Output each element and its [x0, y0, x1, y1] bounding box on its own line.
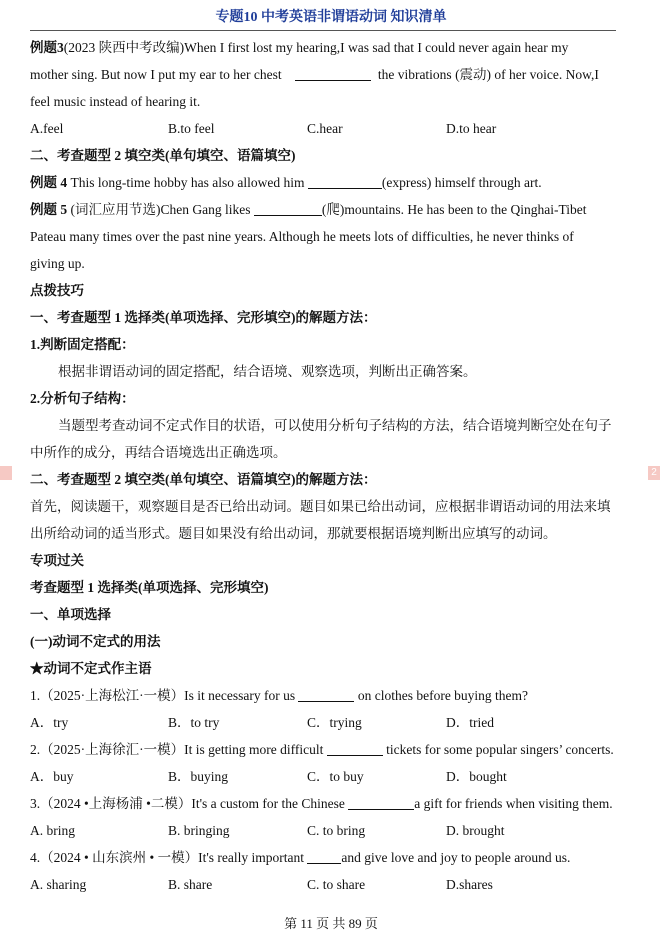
header-divider — [30, 30, 616, 31]
question-text: It is getting more difficult — [184, 742, 324, 757]
tip2-text2: 中所作的成分，再结合语境选出正确选项。 — [30, 445, 287, 460]
q1-option-c: C．trying — [307, 715, 362, 730]
question-blank — [327, 741, 383, 756]
subsection1a-title: ★动词不定式作主语 — [30, 661, 152, 676]
ex5-text-a: Chen Gang likes — [160, 202, 251, 217]
ex5-line2: Pateau many times over the past nine years. Although he meets lots of difficulties, he never thinks of — [30, 229, 574, 244]
ex3-line3: feel music instead of hearing it. — [30, 94, 201, 109]
practice-title: 专项过关 — [30, 553, 84, 568]
question-text: a gift for friends when visiting them. — [414, 796, 613, 811]
ex3-source: (2023 陕西中考改编) — [63, 40, 185, 55]
tips-title: 点拨技巧 — [30, 283, 84, 298]
question-1 — [30, 686, 528, 706]
ex4-line — [30, 173, 542, 193]
question-source: （2024 • 山东滨州 • 一模） — [40, 850, 199, 865]
question-source: （2024 •上海杨浦 •二模） — [40, 796, 192, 811]
question-2 — [30, 740, 614, 760]
question-text: Is it necessary for us — [184, 688, 296, 703]
q3-option-c: C. to bring — [307, 823, 366, 838]
question-number: 2. — [30, 742, 41, 757]
question-text: and give love and joy to people around us. — [341, 850, 571, 865]
question-blank — [348, 795, 414, 810]
ex3-text2b: the vibrations (震动) of her voice. Now,I — [377, 67, 599, 82]
q4-option-a: A. sharing — [30, 877, 87, 892]
question-4 — [30, 848, 570, 868]
tip2-title: 2.分析句子结构： — [30, 391, 135, 406]
q1-option-a: A．try — [30, 715, 69, 730]
ex3-text2a: mother sing. But now I put my ear to her chest — [30, 67, 282, 82]
q3-option-b: B. bringing — [168, 823, 230, 838]
ex4-text-b: (express) himself through art. — [381, 175, 542, 190]
tip1-text: 根据非谓语动词的固定搭配，结合语境、观察选项，判断出正确答案。 — [58, 364, 477, 379]
question-number: 4. — [30, 850, 41, 865]
ex3-option-d: D.to hear — [446, 121, 497, 136]
q2-option-d: D．bought — [446, 769, 507, 784]
ex3-option-a: A.feel — [30, 121, 64, 136]
ex3-label: 例题3 — [30, 40, 64, 55]
ex4-text-a: This long-time hobby has also allowed him — [70, 175, 305, 190]
tips-section2-text1: 首先，阅读题干，观察题目是否已给出动词。题目如果已给出动词，应根据非谓语动词的用法来填 — [30, 499, 611, 514]
q1-option-b: B．to try — [168, 715, 220, 730]
tips-section2-text2: 出所给动词的适当形式。题目如果没有给出动词，那就要根据语境判断出应填写的动词。 — [30, 526, 557, 541]
question-3 — [30, 794, 613, 814]
question-source: （2025·上海徐汇·一模） — [40, 742, 185, 757]
tips-section1: 一、考查题型 1 选择类(单项选择、完形填空)的解题方法： — [30, 310, 377, 325]
ex3-blank — [295, 66, 371, 81]
ex3-text1: When I first lost my hearing,I was sad that I could never again hear my — [184, 40, 569, 55]
question-source: （2025·上海松江·一模） — [40, 688, 185, 703]
question-number: 3. — [30, 796, 41, 811]
ex4-label: 例题 4 — [30, 175, 68, 190]
question-text: tickets for some popular singers’ concerts. — [386, 742, 614, 757]
q3-option-d: D. brought — [446, 823, 505, 838]
page-marker-left — [0, 466, 12, 480]
question-blank — [298, 687, 354, 702]
section2-title: 二、考查题型 2 填空类(单句填空、语篇填空) — [30, 148, 296, 163]
ex3-option-c: C.hear — [307, 121, 343, 136]
page-footer: 第 11 页 共 89 页 — [284, 916, 378, 931]
question-number: 1. — [30, 688, 41, 703]
ex3-option-b: B.to feel — [168, 121, 215, 136]
page-marker-right: 2 — [648, 466, 660, 480]
ex5-source: (词汇应用节选) — [70, 202, 161, 217]
ex3-line1 — [30, 38, 568, 58]
q2-option-a: A．buy — [30, 769, 74, 784]
question-blank — [307, 849, 341, 864]
ex5-line1 — [30, 200, 586, 220]
ex5-text-b: (爬)mountains. He has been to the Qinghai-Tibet — [321, 202, 587, 217]
q4-option-b: B. share — [168, 877, 213, 892]
ex5-label: 例题 5 — [30, 202, 68, 217]
q4-option-c: C. to share — [307, 877, 366, 892]
subsection1-title: (一)动词不定式的用法 — [30, 634, 161, 649]
ex3-line2 — [30, 65, 599, 85]
single-choice-title: 一、单项选择 — [30, 607, 111, 622]
ex4-blank — [308, 174, 382, 189]
q3-option-a: A. bring — [30, 823, 75, 838]
q1-option-d: D．tried — [446, 715, 494, 730]
q2-option-b: B．buying — [168, 769, 229, 784]
tip2-text1: 当题型考查动词不定式作目的状语，可以使用分析句子结构的方法，结合语境判断空处在句子 — [58, 418, 612, 433]
question-text: on clothes before buying them? — [357, 688, 529, 703]
ex5-line3: giving up. — [30, 256, 85, 271]
question-text: It's a custom for the Chinese — [191, 796, 345, 811]
page-header: 专题10 中考英语非谓语动词 知识清单 — [215, 10, 447, 25]
tips-section2: 二、考查题型 2 填空类(单句填空、语篇填空)的解题方法： — [30, 472, 377, 487]
q2-option-c: C．to buy — [307, 769, 364, 784]
ex5-blank — [254, 201, 322, 216]
q4-option-d: D.shares — [446, 877, 493, 892]
tip1-title: 1.判断固定搭配： — [30, 337, 135, 352]
question-text: It's really important — [198, 850, 304, 865]
practice-type1: 考查题型 1 选择类(单项选择、完形填空) — [30, 580, 269, 595]
